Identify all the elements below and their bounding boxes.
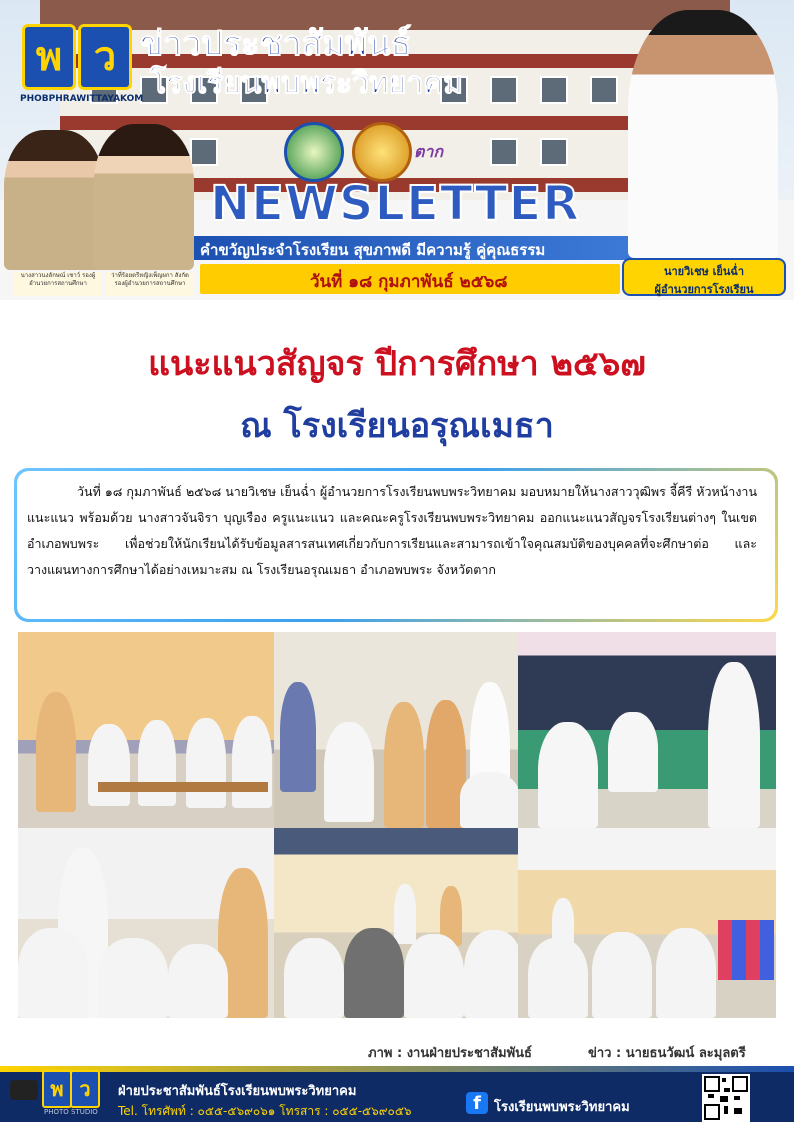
logo-letter-p: พ [22,24,76,90]
photo-classroom-3 [518,632,776,828]
school-emblem-icon [352,122,412,182]
footer-department: ฝ่ายประชาสัมพันธ์โรงเรียนพบพระวิทยาคม [118,1084,357,1099]
article-body-text: วันที่ ๑๘ กุมภาพันธ์ ๒๕๖๘ นายวิเชษ เย็นฉ่ำ ผู้อำนวยการโรงเรียนพบพระวิทยาคม มอบหมายให้นางสาววุฒิพร จี้คีรี หัวหน้างานแนะแนว พร้อมด้วย นางสาวจันจิรา บุญเรือง ครูแนะแนว และคณะครูโรงเรียนพบพระวิทยาคม ออกแนะแนวสัญจรโรงเรียนต่างๆ ในเขตอำเภอพบพระ เพื่อช่วยให้นักเรียนได้รับข้อมูลสารสนเทศเกี่ยวกับการเรียนและสามารถเข้าใจคุณสมบัติของบุคคลที่จะศึกษาต่อ และวางแผนทางการศึกษาได้อย่างเหมาะสม ณ โรงเรียนอรุณเมธา อำเภอพบพระ จังหวัดตาก [27,484,757,577]
newsletter-header [0,0,794,300]
photo-classroom-6 [518,828,776,1018]
deputy-director-1-photo [4,130,104,270]
photo-credit: ภาพ : งานฝ่ายประชาสัมพันธ์ [368,1046,532,1061]
logo-letter-w: ว [78,24,132,90]
article-body-panel [17,471,775,619]
logo-subtitle: PHOBPHRAWITTAYAKOM [20,94,144,104]
photo-collage [18,632,776,1018]
school-motto: คำขวัญประจำโรงเรียน สุขภาพดี มีความรู้ คู่คุณธรรม [200,241,546,259]
deputy-director-2-caption: ว่าที่ร้อยตรีหญิงเพ็ญผกา สังกัด รองผู้อำนวยการสถานศึกษา [106,272,194,296]
director-photo [628,10,778,258]
photo-studio-label: PHOTO STUDIO [44,1108,98,1116]
photo-classroom-4 [18,828,280,1018]
qr-code-icon[interactable] [702,1074,750,1122]
header-title: ข่าวประชาสัมพันธ์ [140,24,412,64]
photo-classroom-1 [18,632,280,828]
deputy-director-2-photo [94,124,194,270]
director-nameplate [622,258,786,296]
photo-studio-logo [8,1070,98,1118]
camera-icon [10,1080,38,1100]
article-subheadline: ณ โรงเรียนอรุณเมธา [240,406,554,446]
facebook-icon[interactable]: f [466,1092,488,1114]
school-logo [14,14,144,110]
tak-logo-text: ตาก [414,142,444,161]
tak-province-logo-icon [408,122,468,176]
credits-bar [0,1042,794,1064]
director-name: นายวิเชษ เย็นฉ่ำ [663,265,745,278]
photo-classroom-5 [274,828,536,1018]
photo-classroom-2 [274,632,536,828]
footer-logo-letter-p: พ [42,1070,72,1108]
deputy-director-1-caption: นางสาวนงลักษณ์ เชาว์ รองผู้อำนวยการสถานศึกษา [14,272,102,296]
footer-telephone: Tel. โทรศัพท์ : ๐๕๕-๕๖๙๐๖๑ โทรสาร : ๐๕๕-๕๖๙๐๕๖ [118,1104,412,1118]
footer-logo-letter-w: ว [70,1070,100,1108]
article-body-frame [14,468,778,622]
article-headline: แนะแนวสัญจร ปีการศึกษา ๒๕๖๗ [148,344,646,384]
newsletter-wordmark: NEWSLETTER [210,176,581,232]
obec-seal-icon [284,122,344,182]
facebook-page-link[interactable]: โรงเรียนพบพระวิทยาคม [494,1100,630,1115]
footer-stripe [0,1066,794,1072]
issue-date: วันที่ ๑๘ กุมภาพันธ์ ๒๕๖๘ [310,272,508,292]
news-credit: ข่าว : นายธนวัฒน์ ละมุลตรี [588,1046,746,1061]
director-role: ผู้อำนวยการโรงเรียน [654,283,754,296]
header-school-name: โรงเรียนพบพระวิทยาคม [150,66,464,101]
